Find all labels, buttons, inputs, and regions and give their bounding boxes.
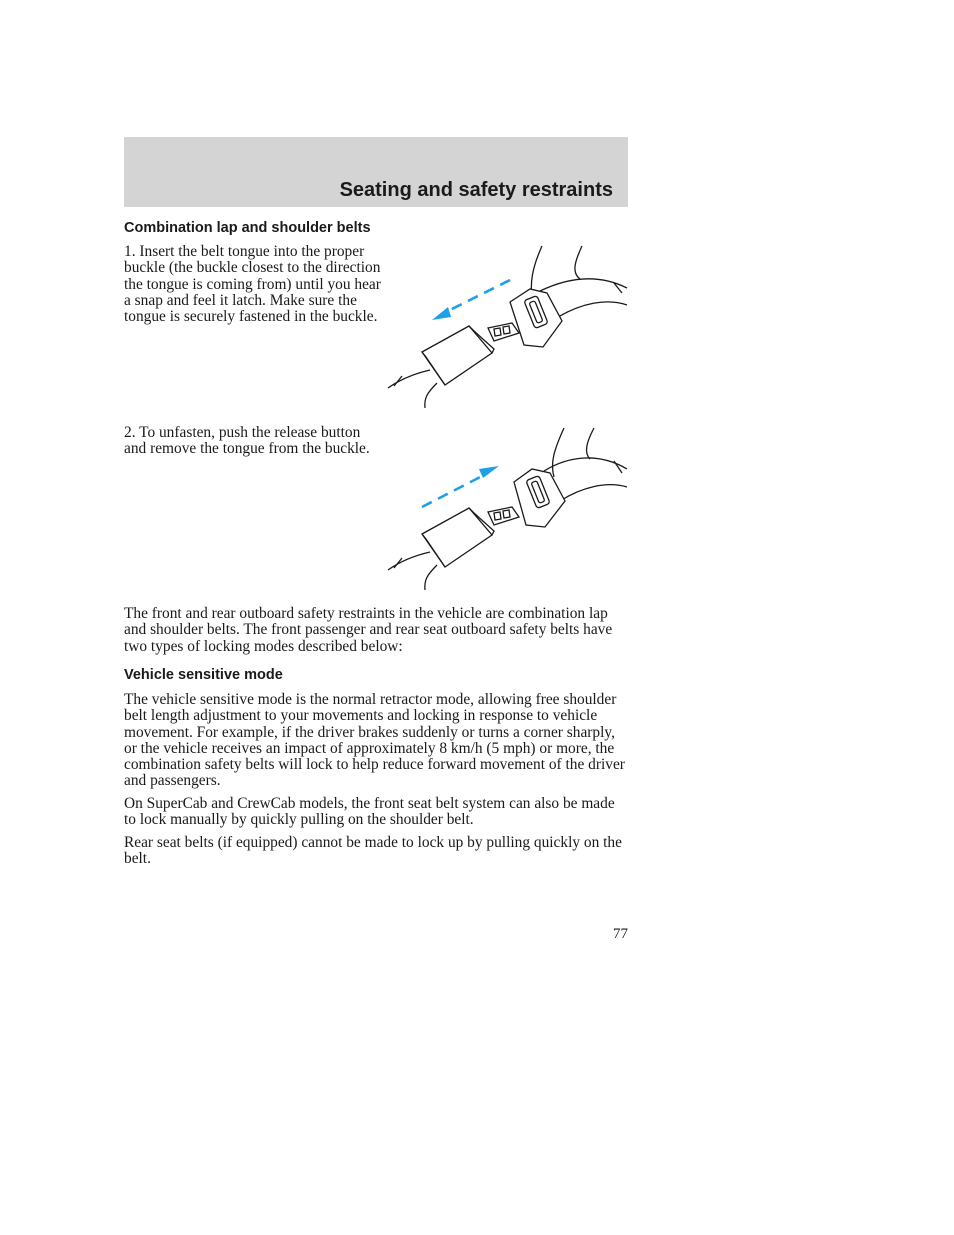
intro-paragraph: The front and rear outboard safety restraints in the vehicle are combination lap and shoulder belts. The front passenger and rear seat outboard safety belts have two types of locking modes described below: (124, 605, 613, 655)
vehicle-sensitive-paragraph-1: The vehicle sensitive mode is the normal retractor mode, allowing free shoulder belt length adjustment to your movements and locking in response to vehicle movement. For example, if the driver brakes suddenly or turns a corner sharply, or the vehicle receives an impact of approximately 8 km/h (5 mph) or more, the combination safety belts will lock to help reduce forward movement of the driver and passengers. (124, 691, 625, 790)
belt-fasten-illustration (382, 243, 632, 413)
arrow-head-icon (432, 307, 451, 320)
vehicle-sensitive-paragraph-3: Rear seat belts (if equipped) cannot be made to lock up by pulling quickly on the belt. (124, 834, 622, 868)
step-2-text: 2. To unfasten, push the release button and remove the tongue from the buckle. (124, 424, 370, 458)
vehicle-sensitive-paragraph-2: On SuperCab and CrewCab models, the front seat belt system can also be made to lock manually by quickly pulling on the shoulder belt. (124, 795, 615, 829)
section-heading-combination: Combination lap and shoulder belts (124, 220, 371, 236)
step-1-text: 1. Insert the belt tongue into the proper buckle (the buckle closest to the direction the tongue is coming from) until you hear a snap and feel it latch. Make sure the tongue is securely fastened in the buckle. (124, 243, 381, 326)
chapter-header (124, 137, 628, 207)
belt-unfasten-illustration (382, 425, 632, 595)
arrow-head-icon (479, 466, 499, 478)
chapter-title: Seating and safety restraints (339, 179, 613, 201)
section-heading-vehicle-sensitive: Vehicle sensitive mode (124, 667, 283, 683)
arrow-line (442, 280, 510, 314)
page-number: 77 (613, 926, 628, 942)
arrow-line (422, 473, 488, 507)
